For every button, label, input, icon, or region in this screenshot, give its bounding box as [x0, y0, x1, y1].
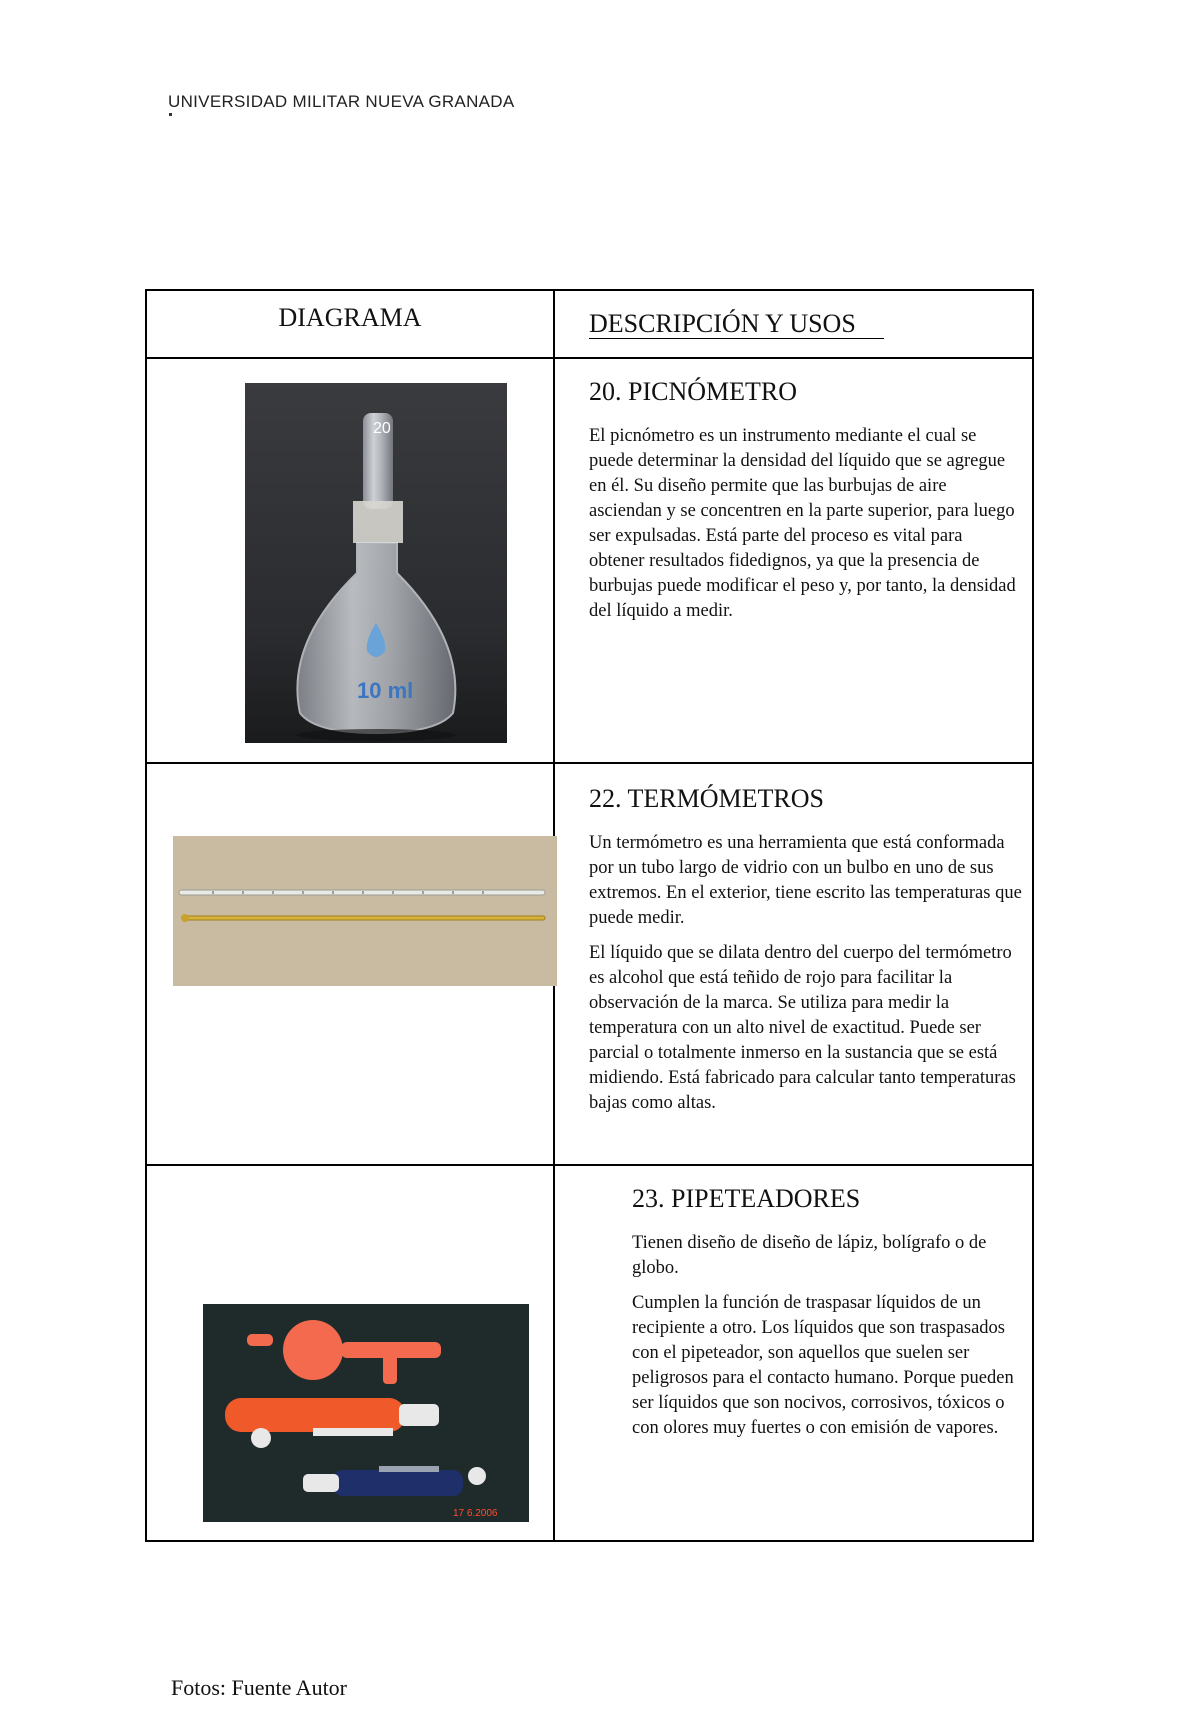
diagram-cell: [146, 1165, 554, 1541]
item-title-picnometro: 20. PICNÓMETRO: [589, 377, 798, 406]
flask-label: 10 ml: [357, 678, 414, 703]
diagram-cell: [146, 358, 554, 763]
pipette-fillers-photo: [203, 1304, 529, 1522]
photo-date-stamp: 17 6.2006: [453, 1508, 498, 1519]
table-row: [146, 358, 1033, 763]
instruments-table: [145, 289, 1034, 1542]
table-header-row: [146, 290, 1033, 358]
header-marker: [169, 113, 172, 116]
item-description: Cumplen la función de traspasar líquidos de un recipiente a otro. Los líquidos que son traspasados con el pipeteador, son aquellos que suelen ser peligrosos para el contacto humano. Porque pueden ser líquidos que son nocivos, corrosivos, tóxicos o con olores muy fuertes o con emisión de vapores.: [632, 1293, 1014, 1438]
institution-header: UNIVERSIDAD MILITAR NUEVA GRANADA: [168, 92, 515, 111]
description-cell: [554, 763, 1033, 1165]
description-cell: [554, 1165, 1033, 1541]
item-description: El picnómetro es un instrumento mediante el cual se puede determinar la densidad del líquido que se agregue en él. Su diseño permite que las burbujas de aire asciendan y se concentren en la parte superior, para luego ser expulsadas. Está parte del proceso es vital para obtener resultados fidedignos, ya que la presencia de burbujas puede modificar el peso y, por tanto, la densidad del líquido a medir.: [589, 426, 1016, 621]
thermometers-illustration: [173, 836, 557, 986]
item-title-termometros: 22. TERMÓMETROS: [589, 784, 824, 813]
header-description-label: DESCRIPCIÓN Y USOS: [589, 309, 884, 339]
photo-credit: Fotos: Fuente Autor: [171, 1675, 348, 1700]
item-title-pipeteadores: 23. PIPETEADORES: [632, 1184, 861, 1213]
table-row: [146, 1165, 1033, 1541]
item-description: Un termómetro es una herramienta que está conformada por un tubo largo de vidrio con un bulbo en uno de sus extremos. En el exterior, tiene escrito las temperaturas que puede medir.: [589, 833, 1022, 928]
pycnometer-illustration: [245, 383, 507, 743]
table-row: [146, 763, 1033, 1165]
header-diagram: DIAGRAMA: [146, 290, 554, 358]
header-description: [554, 290, 1033, 358]
pycnometer-photo: [245, 383, 507, 743]
description-cell: [554, 358, 1033, 763]
thermometers-photo: [173, 836, 557, 986]
stopper-label: 20: [373, 420, 391, 437]
item-description: El líquido que se dilata dentro del cuerpo del termómetro es alcohol que está teñido de rojo para facilitar la observación de la marca. Se utiliza para medir la temperatura con un alto nivel de exactitud. Puede ser parcial o totalmente inmerso en la sustancia que se está midiendo. Está fabricado para calcular tanto temperaturas bajas como altas.: [589, 943, 1016, 1113]
diagram-cell: [146, 763, 554, 1165]
pipette-fillers-illustration: [203, 1304, 529, 1522]
item-description: Tienen diseño de diseño de lápiz, bolígrafo o de globo.: [632, 1233, 987, 1278]
